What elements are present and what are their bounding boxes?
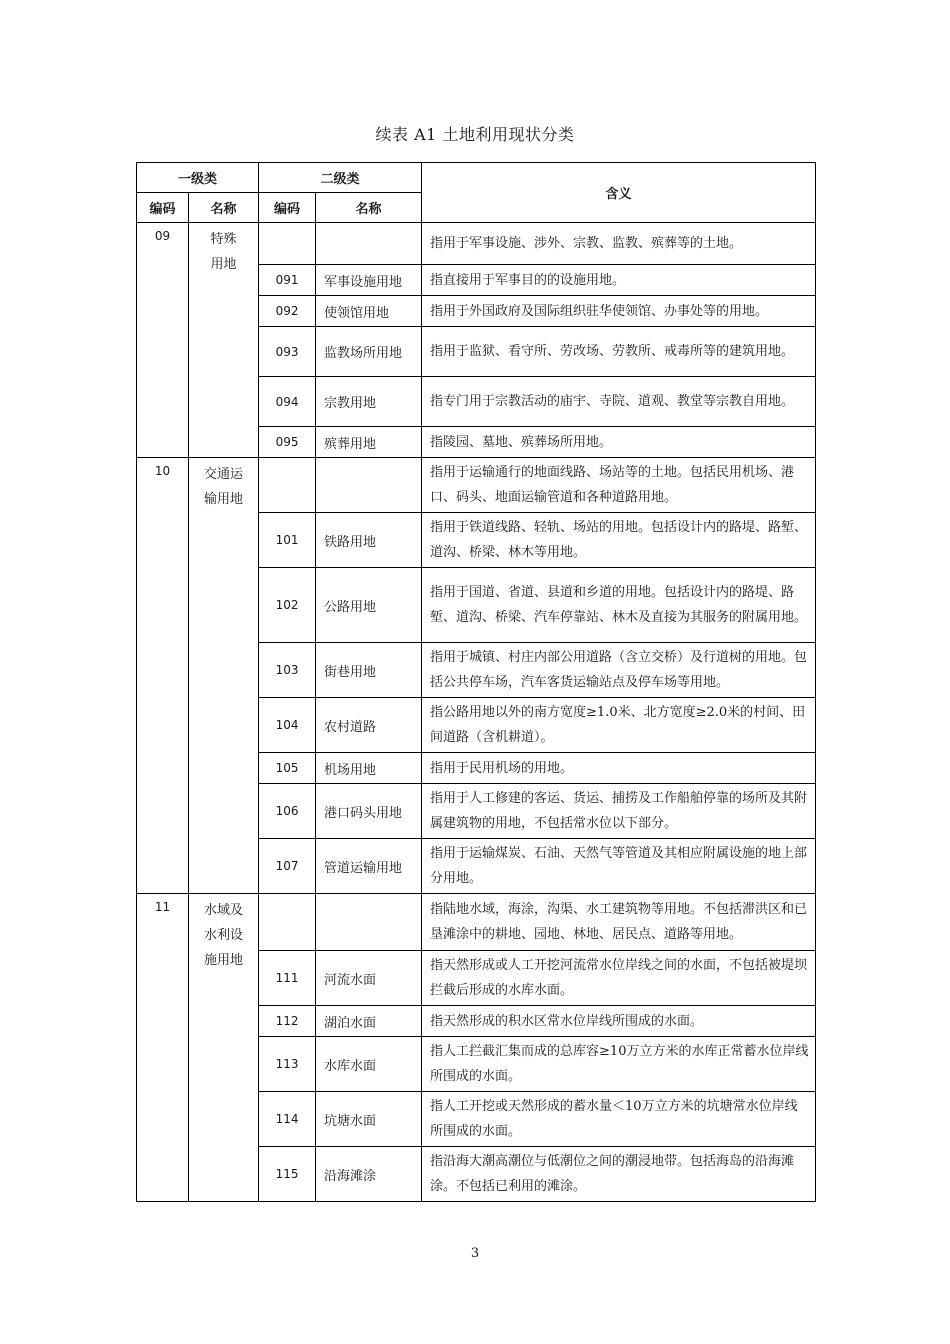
level2-code: 113 <box>259 1037 316 1092</box>
level2-code-empty <box>259 223 316 265</box>
level1-name-line: 输用地 <box>204 492 244 507</box>
table-row <box>137 894 816 951</box>
level2-name: 机场用地 <box>316 753 422 784</box>
level1-name-line: 水域及 <box>204 903 244 918</box>
level1-name-line: 用地 <box>210 257 237 272</box>
table-header <box>137 163 816 223</box>
level2-code: 114 <box>259 1092 316 1147</box>
level2-meaning: 指沿海大潮高潮位与低潮位之间的潮浸地带。包括海岛的沿海滩涂。不包括已利用的滩涂。 <box>422 1147 816 1202</box>
level1-name-line: 交通运 <box>204 467 244 482</box>
level2-name-empty <box>316 894 422 951</box>
table-row <box>137 458 816 513</box>
level2-code: 095 <box>259 427 316 458</box>
level2-meaning: 指用于外国政府及国际组织驻华使领馆、办事处等的用地。 <box>422 296 816 327</box>
level2-meaning: 指用于运输煤炭、石油、天然气等管道及其相应附属设施的地上部分用地。 <box>422 839 816 894</box>
level2-code: 091 <box>259 265 316 296</box>
level2-code: 112 <box>259 1006 316 1037</box>
header-level1-name: 名称 <box>189 193 259 223</box>
level1-name <box>189 223 259 458</box>
level1-name-line: 水利设 <box>204 928 244 943</box>
header-level2-name: 名称 <box>316 193 422 223</box>
level2-code: 111 <box>259 951 316 1006</box>
level1-meaning: 指用于运输通行的地面线路、场站等的土地。包括民用机场、港口、码头、地面运输管道和各种道路用地。 <box>422 458 816 513</box>
level2-code: 115 <box>259 1147 316 1202</box>
level2-name: 沿海滩涂 <box>316 1147 422 1202</box>
level2-name: 湖泊水面 <box>316 1006 422 1037</box>
level1-code: 11 <box>137 894 189 1202</box>
level2-name: 街巷用地 <box>316 643 422 698</box>
level2-code: 105 <box>259 753 316 784</box>
level2-code: 104 <box>259 698 316 753</box>
level2-code: 094 <box>259 377 316 427</box>
table-row <box>137 223 816 265</box>
level2-code-empty <box>259 458 316 513</box>
level2-meaning: 指用于国道、省道、县道和乡道的用地。包括设计内的路堤、路堑、道沟、桥梁、汽车停靠站、林木及直接为其服务的附属用地。 <box>422 568 816 643</box>
level1-name <box>189 458 259 894</box>
header-level1-code: 编码 <box>137 193 189 223</box>
level2-name: 殡葬用地 <box>316 427 422 458</box>
level2-code: 102 <box>259 568 316 643</box>
level1-name-line: 施用地 <box>204 953 244 968</box>
level2-meaning: 指公路用地以外的南方宽度≥1.0米、北方宽度≥2.0米的村间、田间道路（含机耕道）。 <box>422 698 816 753</box>
header-meaning: 含义 <box>422 163 816 223</box>
page-title: 续表 A1 土地利用现状分类 <box>375 125 575 144</box>
level2-name: 水库水面 <box>316 1037 422 1092</box>
level2-code: 093 <box>259 327 316 377</box>
level2-code: 092 <box>259 296 316 327</box>
level2-name: 监教场所用地 <box>316 327 422 377</box>
level2-meaning: 指用于铁道线路、轻轨、场站的用地。包括设计内的路堤、路堑、道沟、桥梁、林木等用地。 <box>422 513 816 568</box>
level1-meaning: 指用于军事设施、涉外、宗教、监教、殡葬等的土地。 <box>422 223 816 265</box>
level2-name: 使领馆用地 <box>316 296 422 327</box>
level2-meaning: 指人工开挖或天然形成的蓄水量＜10万立方米的坑塘常水位岸线所围成的水面。 <box>422 1092 816 1147</box>
level2-code-empty <box>259 894 316 951</box>
header-level2: 二级类 <box>259 163 422 193</box>
level2-meaning: 指天然形成或人工开挖河流常水位岸线之间的水面，不包括被堤坝拦截后形成的水库水面。 <box>422 951 816 1006</box>
level2-meaning: 指直接用于军事目的的设施用地。 <box>422 265 816 296</box>
level1-name-line: 特殊 <box>210 232 237 247</box>
level2-code: 107 <box>259 839 316 894</box>
level2-meaning: 指用于民用机场的用地。 <box>422 753 816 784</box>
level2-name: 农村道路 <box>316 698 422 753</box>
level2-meaning: 指天然形成的积水区常水位岸线所围成的水面。 <box>422 1006 816 1037</box>
level2-name: 港口码头用地 <box>316 784 422 839</box>
level2-name: 铁路用地 <box>316 513 422 568</box>
level2-name-empty <box>316 223 422 265</box>
level2-meaning: 指用于城镇、村庄内部公用道路（含立交桥）及行道树的用地。包括公共停车场，汽车客货运输站点及停车场等用地。 <box>422 643 816 698</box>
level2-meaning: 指用于监狱、看守所、劳改场、劳教所、戒毒所等的建筑用地。 <box>422 327 816 377</box>
level2-name: 河流水面 <box>316 951 422 1006</box>
level2-code: 106 <box>259 784 316 839</box>
header-level1: 一级类 <box>137 163 259 193</box>
level2-code: 103 <box>259 643 316 698</box>
level1-code: 10 <box>137 458 189 894</box>
land-use-classification-table <box>136 162 816 1202</box>
level2-name: 宗教用地 <box>316 377 422 427</box>
level2-name: 坑塘水面 <box>316 1092 422 1147</box>
level2-meaning: 指陵园、墓地、殡葬场所用地。 <box>422 427 816 458</box>
level2-name: 公路用地 <box>316 568 422 643</box>
table-body <box>137 223 816 1202</box>
level1-code: 09 <box>137 223 189 458</box>
level1-name <box>189 894 259 1202</box>
level1-meaning: 指陆地水域，海涂，沟渠、水工建筑物等用地。不包括滞洪区和已垦滩涂中的耕地、园地、林地、居民点、道路等用地。 <box>422 894 816 951</box>
level2-meaning: 指人工拦截汇集而成的总库容≥10万立方米的水库正常蓄水位岸线所围成的水面。 <box>422 1037 816 1092</box>
header-level2-code: 编码 <box>259 193 316 223</box>
level2-meaning: 指用于人工修建的客运、货运、捕捞及工作船舶停靠的场所及其附属建筑物的用地，不包括常水位以下部分。 <box>422 784 816 839</box>
level2-code: 101 <box>259 513 316 568</box>
level2-meaning: 指专门用于宗教活动的庙宇、寺院、道观、教堂等宗教自用地。 <box>422 377 816 427</box>
level2-name: 军事设施用地 <box>316 265 422 296</box>
page-number: 3 <box>470 1246 480 1261</box>
level2-name-empty <box>316 458 422 513</box>
level2-name: 管道运输用地 <box>316 839 422 894</box>
